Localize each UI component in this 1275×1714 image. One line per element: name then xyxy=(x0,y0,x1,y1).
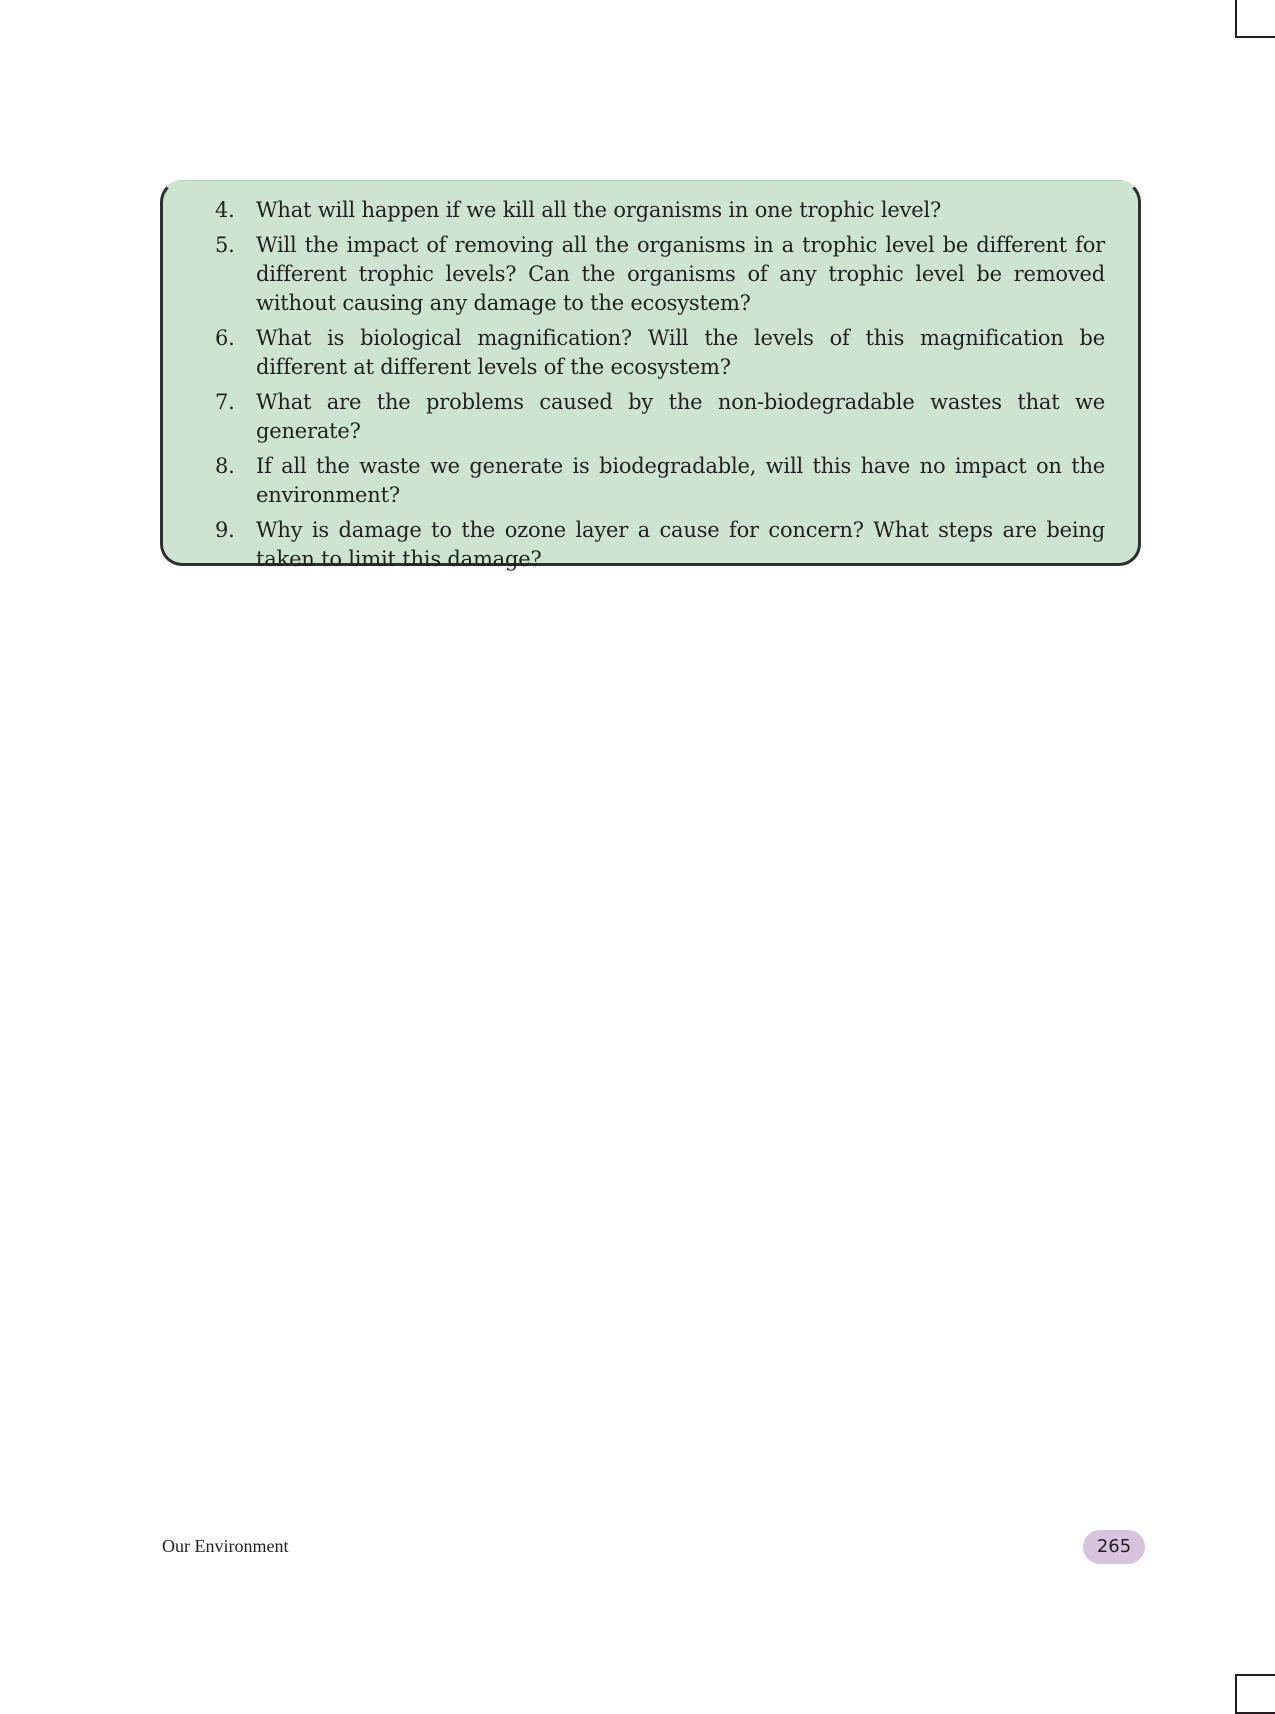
question-number: 9. xyxy=(215,518,235,542)
question-item xyxy=(215,388,1105,446)
question-text: What are the problems caused by the non-biodegradable wastes that we generate? xyxy=(256,390,1105,443)
question-number: 7. xyxy=(215,390,235,414)
question-text: Will the impact of removing all the organisms in a trophic level be different for different trophic levels? Can the organisms of any trophic level be removed without causing any damage to the ecosystem? xyxy=(256,233,1105,315)
question-text: If all the waste we generate is biodegradable, will this have no impact on the environment? xyxy=(256,454,1105,507)
question-number: 6. xyxy=(215,326,235,350)
question-number: 8. xyxy=(215,454,235,478)
question-text: What is biological magnification? Will the levels of this magnification be different at different levels of the ecosystem? xyxy=(256,326,1105,379)
question-item xyxy=(215,196,1105,225)
crop-mark-top-right xyxy=(1235,0,1275,38)
question-number: 4. xyxy=(215,198,235,222)
question-list xyxy=(215,196,1105,580)
footer-chapter-title: Our Environment xyxy=(162,1536,289,1556)
question-text: What will happen if we kill all the organisms in one trophic level? xyxy=(256,198,942,222)
question-text: Why is damage to the ozone layer a cause for concern? What steps are being taken to limit this damage? xyxy=(256,518,1105,571)
question-box-top-edge xyxy=(178,180,1123,181)
question-item xyxy=(215,452,1105,510)
page-number-badge: 265 xyxy=(1083,1530,1145,1564)
question-item xyxy=(215,516,1105,574)
question-number: 5. xyxy=(215,233,235,257)
crop-mark-bottom-right xyxy=(1235,1674,1275,1714)
question-item xyxy=(215,231,1105,318)
question-item xyxy=(215,324,1105,382)
